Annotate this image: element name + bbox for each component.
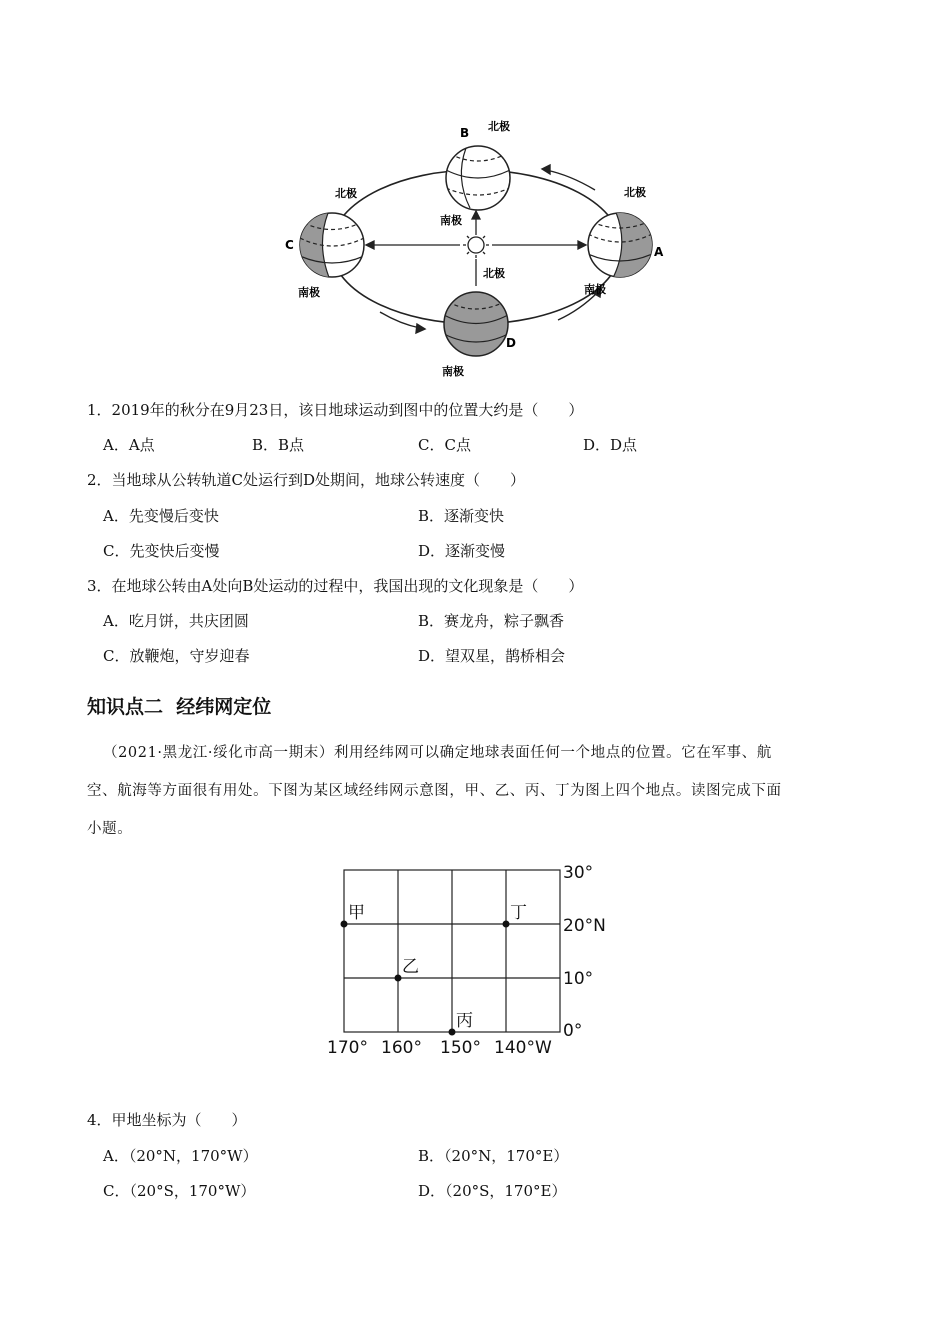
orbit-diagram <box>270 110 680 395</box>
lon-label-150: 150° <box>440 1038 481 1058</box>
label-c: C <box>285 238 294 252</box>
lat-label-30: 30° <box>563 863 594 883</box>
point-yi <box>395 975 402 982</box>
lat-lon-grid <box>322 858 622 1063</box>
question-text: 2019年的秋分在9月23日，该日地球运动到图中的位置大约是（ ） <box>111 401 584 419</box>
point-ding <box>503 921 510 928</box>
point-bing <box>449 1029 456 1036</box>
question-text: 当地球从公转轨道C处运行到D处期间，地球公转速度（ ） <box>111 471 526 489</box>
point-jia <box>341 921 348 928</box>
option-1b[interactable]: B．B点 <box>252 436 305 454</box>
question-number: 1． <box>87 401 112 419</box>
question-2 <box>87 470 525 490</box>
question-4 <box>87 1110 247 1130</box>
globe-c <box>300 213 364 280</box>
lon-label-170: 170° <box>327 1038 368 1058</box>
intro-line-1: （2021·黑龙江·绥化市高一期末）利用经纬网可以确定地球表面任何一个地点的位置。它在军事、航 <box>103 745 772 761</box>
lat-label-0: 0° <box>563 1021 583 1041</box>
option-2a[interactable]: A．先变慢后变快 <box>103 507 219 525</box>
label-yi: 乙 <box>402 957 419 977</box>
globe-b <box>446 146 510 210</box>
option-1a[interactable]: A．A点 <box>103 436 155 454</box>
globe-d <box>444 292 508 356</box>
lat-label-10: 10° <box>563 969 594 989</box>
globe-a <box>588 210 655 280</box>
grid-lines <box>344 870 560 1032</box>
option-2c[interactable]: C．先变快后变慢 <box>103 542 220 560</box>
option-3d[interactable]: D．望双星，鹊桥相会 <box>418 647 566 665</box>
option-1c[interactable]: C．C点 <box>418 436 471 454</box>
question-1 <box>87 400 583 420</box>
label-ding: 丁 <box>510 903 527 923</box>
option-1d[interactable]: D．D点 <box>583 436 638 454</box>
option-3c[interactable]: C．放鞭炮，守岁迎春 <box>103 647 250 665</box>
intro-line-2: 空、航海等方面很有用处。下图为某区域经纬网示意图，甲、乙、丙、丁为图上四个地点。读图完成下面 <box>87 783 782 799</box>
label-bing: 丙 <box>456 1011 473 1031</box>
label-b: B <box>460 126 470 140</box>
option-2d[interactable]: D．逐渐变慢 <box>418 542 506 560</box>
option-3b[interactable]: B．赛龙舟，粽子飘香 <box>418 612 565 630</box>
option-2b[interactable]: B．逐渐变快 <box>418 507 505 525</box>
label-a-north: 北极 <box>624 186 646 199</box>
question-3 <box>87 576 583 596</box>
label-d-south: 南极 <box>442 365 464 378</box>
section-heading: 知识点二 经纬网定位 <box>87 696 272 718</box>
option-4d[interactable]: D．（20°S，170°E） <box>418 1182 567 1200</box>
question-text: 甲地坐标为（ ） <box>111 1111 247 1129</box>
label-a: A <box>654 245 664 259</box>
option-4a[interactable]: A．（20°N，170°W） <box>103 1147 258 1165</box>
label-a-south: 南极 <box>584 283 606 296</box>
option-3a[interactable]: A．吃月饼，共庆团圆 <box>103 612 249 630</box>
lon-label-160: 160° <box>381 1038 422 1058</box>
lon-label-140w: 140°W <box>494 1038 552 1058</box>
label-c-south: 南极 <box>298 286 320 299</box>
question-number: 3． <box>87 577 112 595</box>
sun-rays-arrows <box>366 211 586 286</box>
label-c-north: 北极 <box>335 187 357 200</box>
sun-icon <box>463 232 489 258</box>
question-number: 4． <box>87 1111 112 1129</box>
question-text: 在地球公转由A处向B处运动的过程中，我国出现的文化现象是（ ） <box>111 577 584 595</box>
label-b-south: 南极 <box>440 214 462 227</box>
question-number: 2． <box>87 471 112 489</box>
label-d-north: 北极 <box>483 267 505 280</box>
option-4c[interactable]: C．（20°S，170°W） <box>103 1182 256 1200</box>
intro-line-3: 小题。 <box>87 821 133 837</box>
label-d: D <box>506 336 516 350</box>
label-jia: 甲 <box>348 903 365 923</box>
lat-label-20n: 20°N <box>563 916 606 936</box>
option-4b[interactable]: B．（20°N，170°E） <box>418 1147 569 1165</box>
label-b-north: 北极 <box>488 120 510 133</box>
